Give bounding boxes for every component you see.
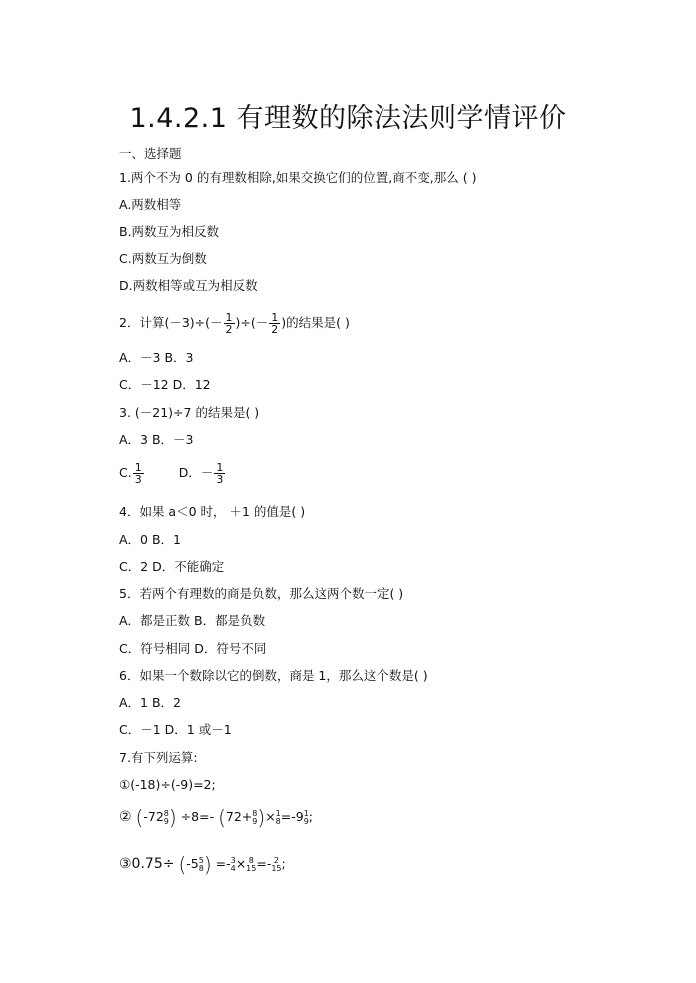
q7-e3-c-num: 8 [248,855,254,865]
question-4-stem: 4．如果 a＜0 时， ＋1 的值是( ) [119,504,306,519]
question-3-options-ab: A．3 B．－3 [119,432,194,447]
q2-text-mid: )÷(－ [235,315,269,330]
q7-e3-d: =- [256,856,272,871]
q7-e2-b: ÷8=- [180,809,215,824]
question-5-options-ab: A．都是正数 B．都是负数 [119,613,266,628]
q2-text-pre: 2．计算(－3)÷(－ [119,315,223,330]
question-4-options-ab: A．0 B．1 [119,532,182,547]
q7-e2-e-num: 1 [303,808,309,818]
q7-e2-paren-close: ) [168,805,177,830]
q7-e3-b: =- [215,856,231,871]
q7-e3-a: -5 [186,856,199,871]
question-7-expression-2 [119,805,314,830]
question-2-stem [119,312,350,335]
question-1-option-c: C.两数互为倒数 [119,251,207,266]
q7-e2-c: 72+ [225,809,253,824]
question-1-option-a: A.两数相等 [119,197,182,212]
q2-fraction-2 [269,312,280,335]
q7-e2-c-num: 8 [252,808,258,818]
q7-e3-d-num: 2 [273,855,279,865]
q7-e2-e: =-9 [280,809,304,824]
q7-e2-a: -72 [143,809,164,824]
question-1-option-d: D.两数相等或互为相反数 [119,278,258,293]
question-3-stem: 3. (－21)÷7 的结果是( ) [119,405,260,420]
q7-e2-a-num: 8 [163,808,169,818]
q7-e3-d-den: 15 [271,863,282,873]
q7-e3-d-fraction [271,857,281,873]
q3-c-numerator: 1 [134,461,142,474]
section-heading: 一、选择题 [119,146,182,161]
q2-text-post: )的结果是( ) [281,315,350,330]
question-7-stem: 7.有下列运算: [119,750,198,765]
q3-c-denominator: 3 [134,473,142,486]
q7-e2-d-num: 1 [275,808,281,818]
q2-f2-denominator: 2 [271,323,279,336]
q7-e2-e-den: 9 [303,816,309,826]
q7-e3-c-fraction [246,857,256,873]
q7-e2-paren2-close: ) [257,805,266,830]
question-6-stem: 6．如果一个数除以它的倒数，商是 1，那么这个数是( ) [119,668,428,683]
question-7-expression-3 [119,852,286,877]
q3-d-numerator: 1 [216,461,224,474]
q7-e2-a-den: 9 [163,816,169,826]
q2-f1-denominator: 2 [225,323,233,336]
question-6-options-ab: A．1 B．2 [119,695,182,710]
page-title: 1.4.2.1 有理数的除法法则学情评价 [129,103,567,134]
q2-f2-numerator: 1 [271,311,279,324]
q3-option-c-fraction [133,462,144,485]
q7-e3-a-den: 8 [198,863,204,873]
q7-e3-b-den: 4 [230,863,236,873]
q7-e3-e: ; [281,856,286,871]
q7-e3-paren-open: ( [178,852,187,877]
q2-fraction-1 [224,312,235,335]
question-1-option-b: B.两数互为相反数 [119,224,220,239]
q7-e2-paren-open: ( [135,805,144,830]
q7-e2-marker: ② [119,809,132,825]
q7-e3-marker: ③0.75÷ [119,856,175,872]
q7-e2-d-den: 8 [275,816,281,826]
q7-e2-paren2-open: ( [218,805,226,830]
q3-option-c-label: C. [119,465,132,480]
q7-e3-paren-close: ) [203,852,212,877]
question-4-options-cd: C．2 D．不能确定 [119,559,225,574]
q3-option-d-label: D．－ [178,465,214,480]
question-1-stem: 1.两个不为 0 的有理数相除,如果交换它们的位置,商不变,那么 ( ) [119,170,477,185]
question-2-options-ab: A．－3 B．3 [119,350,194,365]
question-2-options-cd: C．－12 D．12 [119,377,211,392]
question-5-stem: 5．若两个有理数的商是负数，那么这两个数一定( ) [119,586,404,601]
question-5-options-cd: C．符号相同 D．符号不同 [119,641,267,656]
question-6-options-cd: C．－1 D．1 或－1 [119,722,232,737]
q3-option-d-fraction [214,462,225,485]
question-7-expression-1: ①(-18)÷(-9)=2; [119,777,216,792]
q7-e3-c: × [235,856,247,871]
question-3-options-cd [119,462,226,485]
q7-e2-f: ; [308,809,314,824]
q7-e3-a-num: 5 [198,855,204,865]
q7-e3-b-num: 3 [230,855,236,865]
q7-e2-d: × [265,809,276,824]
q2-f1-numerator: 1 [225,311,233,324]
q7-e3-c-den: 15 [246,863,257,873]
q3-d-denominator: 3 [216,473,224,486]
q7-e2-c-den: 9 [252,816,258,826]
